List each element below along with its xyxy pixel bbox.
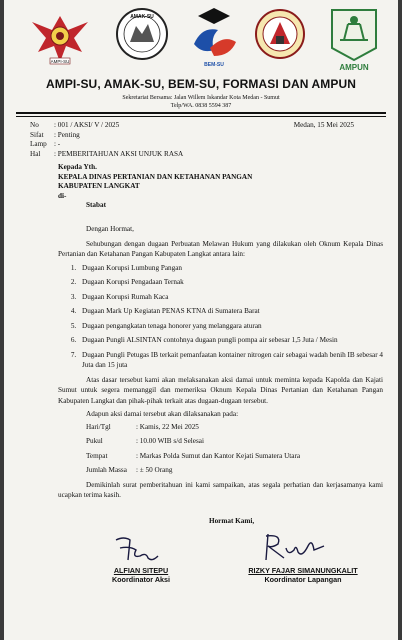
signatory-name: RIZKY FAJAR SIMANUNGKALIT — [248, 566, 358, 575]
letter-meta — [30, 121, 183, 159]
schedule-value: : ± 50 Orang — [136, 466, 173, 474]
formasi-logo-icon — [250, 4, 310, 72]
svg-text:AMPUN: AMPUN — [339, 63, 369, 72]
schedule-row — [58, 422, 383, 433]
schedule-row — [58, 436, 383, 447]
greeting: Dengan Hormat, — [86, 225, 134, 233]
schedule-label: Tempat — [86, 451, 108, 460]
ampun-logo-icon — [324, 4, 384, 72]
schedule-row — [58, 451, 383, 462]
list-item: 2. Dugaan Korupsi Pengadaan Ternak — [78, 277, 383, 288]
body-paragraph-3: Adapun aksi damai tersebut akan dilaksanakan pada: — [86, 410, 239, 418]
schedule-value: : 10.00 WIB s/d Selesai — [136, 437, 204, 445]
recipient-to: Kepada Yth. — [58, 163, 97, 171]
phone-line: Telp/WA. 0838 5594 387 — [170, 103, 232, 109]
recipient-line2: KABUPATEN LANGKAT — [58, 182, 140, 191]
letter-page — [4, 0, 398, 640]
nomor-label: No — [30, 121, 39, 129]
recipient-di: di- — [58, 191, 67, 200]
letter-date: Medan, 15 Mei 2025 — [293, 121, 354, 129]
allegation-list — [58, 263, 383, 371]
list-item: 6. Dugaan Pungli ALSINTAN contohnya dugaan pungli pompa air sebesar 1,5 Juta / Mesin — [78, 335, 383, 346]
lamp-value: : - — [54, 140, 61, 149]
schedule-label: Pukul — [86, 437, 103, 445]
list-item: 5. Dugaan pengangkatan tenaga honorer yang melanggara aturan — [78, 321, 383, 332]
sifat-value: : Penting — [54, 130, 80, 139]
address-line: Sekretariat Bersama: Jalan Willem Iskandar Kota Medan - Sumut — [122, 95, 280, 101]
organization-title: AMPI-SU, AMAK-SU, BEM-SU, FORMASI DAN AMPUN — [45, 77, 357, 91]
body-paragraph-1: Sehubungan dengan dugaan Perbuatan Melawan Hukum yang dilakukan oleh Oknum Kepala Dinas Pertanian dan Ketahanan Pangan Kabupaten Langkat antara lain: — [58, 239, 383, 258]
closing-salutation: Hormat Kami, — [209, 517, 255, 525]
list-item: 3. Dugaan Korupsi Rumah Kaca — [78, 292, 383, 303]
bem-su-logo-icon — [184, 4, 244, 72]
recipient-block — [58, 163, 252, 211]
letter-body — [58, 224, 383, 501]
signature-block-coordinator — [86, 532, 196, 584]
ampi-su-logo-icon — [30, 4, 90, 72]
signature-block-field-coordinator — [228, 528, 378, 584]
list-item: 1. Dugaan Korupsi Lumbung Pangan — [78, 263, 383, 274]
svg-text:AMAK-SU: AMAK-SU — [130, 14, 154, 20]
list-item: 7. Dugaan Pungli Petugas IB terkait pemanfaatan kontainer nitrogen cair sebagai wadah benih IB sebesar 4 Juta dan 15 juta — [78, 350, 383, 371]
schedule-value: : Markas Polda Sumut dan Kantor Kejati Sumatera Utara — [136, 451, 301, 460]
letterhead-address — [4, 94, 398, 110]
svg-text:AMPI-SU: AMPI-SU — [50, 59, 70, 64]
handwritten-signature-icon — [228, 528, 378, 566]
letterhead-rule-thin — [16, 116, 386, 117]
handwritten-signature-icon — [86, 532, 196, 566]
letterhead-rule-thick — [16, 112, 386, 114]
sifat-label: Sifat — [30, 130, 44, 139]
recipient-place: Stabat — [86, 201, 106, 210]
signatory-name: ALFIAN SITEPU — [113, 566, 169, 575]
svg-text:BEM-SU: BEM-SU — [204, 62, 224, 68]
hal-value: : PEMBERITAHUAN AKSI UNJUK RASA — [54, 149, 184, 158]
amak-su-logo-icon — [112, 4, 172, 72]
hal-label: Hal — [30, 149, 41, 158]
lamp-label: Lamp — [30, 140, 47, 149]
nomor-value: : 001 / AKSI/ V / 2025 — [54, 121, 120, 129]
logo-row — [4, 4, 398, 76]
schedule-row — [58, 465, 383, 476]
body-paragraph-4: Demikinlah surat pemberitahuan ini kami sampaikan, atas segala perhatian dan kerjasamanya kami ucapkan terima kasih. — [58, 480, 383, 499]
list-item: 4. Dugaan Mark Up Kegiatan PENAS KTNA di Sumatera Barat — [78, 306, 383, 317]
signatory-role: Koordinator Lapangan — [264, 575, 342, 584]
body-paragraph-2: Atas dasar tersebut kami akan melaksanakan aksi damai untuk meminta kepada Kapolda dan Kajati Sumut untuk segera memanggil dan memeriksa Oknum Kepala Dinas Pertanian dan Ketahanan Pangan Kabupaten Langkat dan pihak-pihak terkait atas dugaan-dugaan tersebut. — [58, 375, 383, 405]
schedule-label: Jumlah Massa — [86, 466, 127, 474]
schedule-label: Hari/Tgl — [86, 422, 111, 431]
recipient-line1: KEPALA DINAS PERTANIAN DAN KETAHANAN PANGAN — [58, 172, 253, 181]
signatory-role: Koordinator Aksi — [111, 575, 171, 584]
schedule-value: : Kamis, 22 Mei 2025 — [136, 422, 199, 431]
